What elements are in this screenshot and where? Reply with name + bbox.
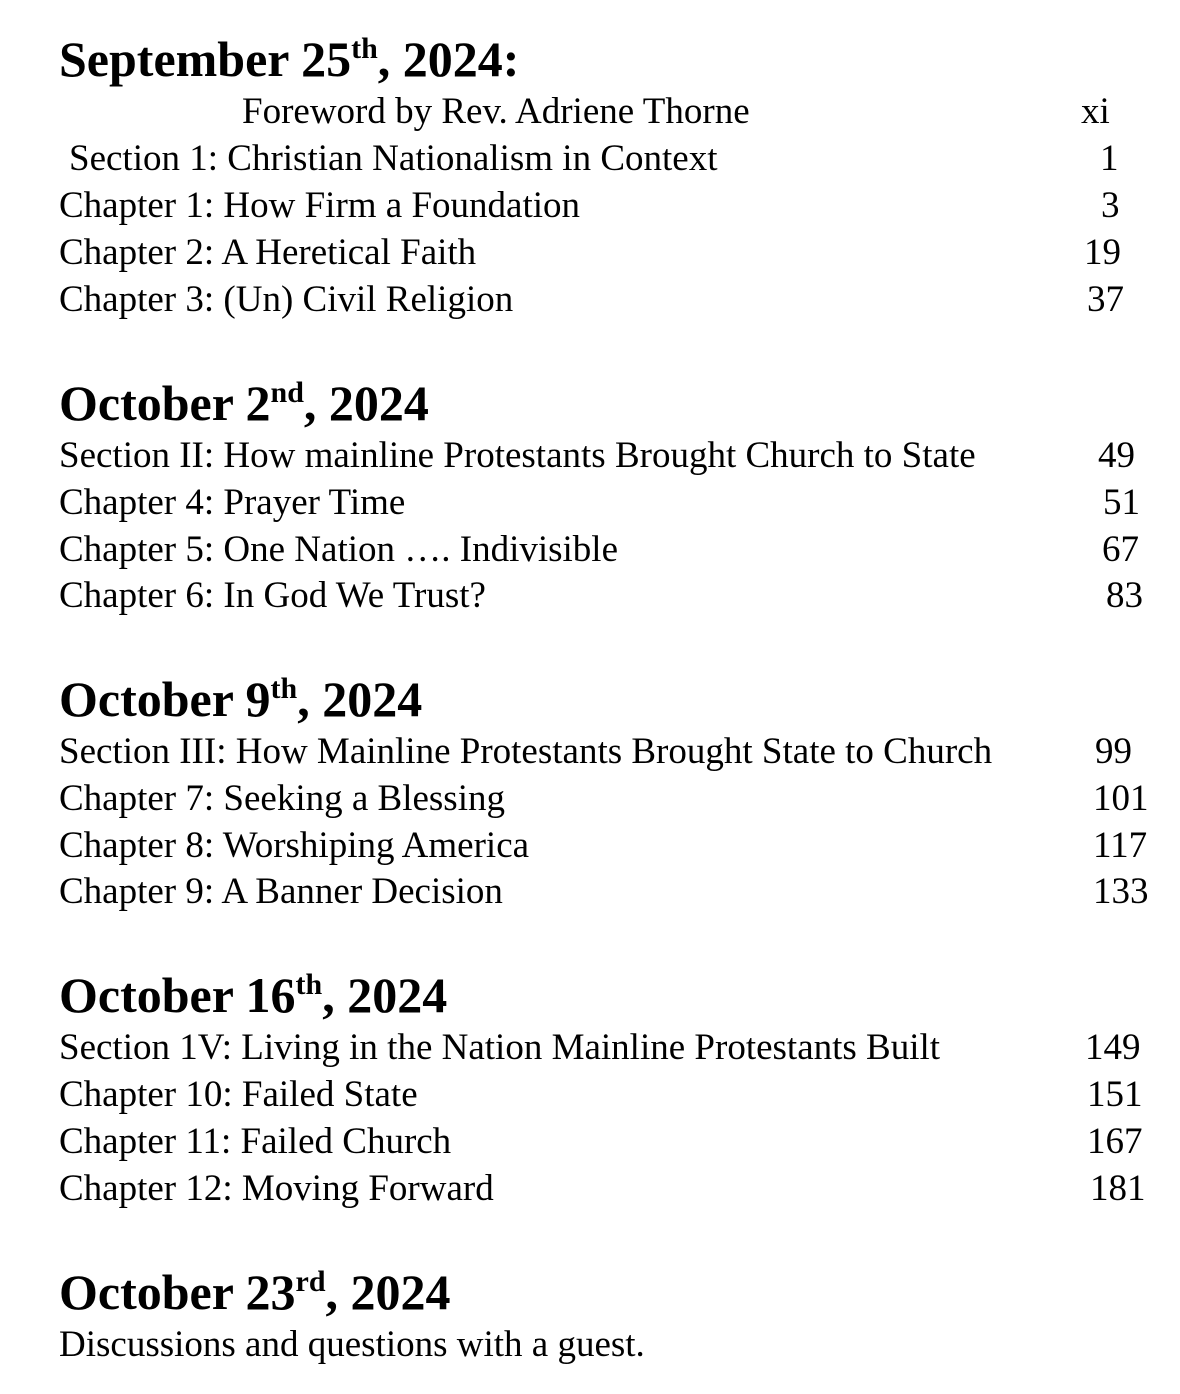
session-date-heading — [59, 967, 448, 1023]
toc-entry-title: Chapter 4: Prayer Time — [59, 482, 406, 523]
toc-entry-page: 67 — [1102, 529, 1139, 570]
toc-entry-title: Chapter 10: Failed State — [59, 1074, 418, 1115]
date-year: , 2024 — [297, 671, 423, 727]
date-ordinal-suffix: th — [295, 968, 323, 1001]
toc-entry-title: Chapter 1: How Firm a Foundation — [59, 185, 581, 226]
toc-entry-title: Chapter 12: Moving Forward — [59, 1168, 494, 1209]
toc-entry-title: Chapter 6: In God We Trust? — [59, 575, 486, 616]
toc-entry-page: 133 — [1093, 871, 1149, 912]
toc-entry-title: Foreword by Rev. Adriene Thorne — [242, 91, 750, 132]
toc-entry-title: Section 1V: Living in the Nation Mainline Protestants Built — [59, 1027, 941, 1068]
toc-entry-page: 181 — [1090, 1168, 1146, 1209]
toc-entry-page: 49 — [1098, 435, 1135, 476]
date-year: , 2024 — [303, 375, 429, 431]
date-year: , 2024: — [377, 31, 520, 87]
toc-entry-page: 117 — [1093, 825, 1148, 866]
session-date-heading — [59, 31, 520, 87]
toc-entry-page: 1 — [1100, 138, 1119, 179]
toc-entry-page: 37 — [1087, 279, 1124, 320]
toc-entry-title: Section III: How Mainline Protestants Brought State to Church — [59, 731, 993, 772]
date-main: October 16 — [59, 967, 296, 1023]
toc-entry-title: Section 1: Christian Nationalism in Context — [69, 138, 718, 179]
toc-entry-page: 151 — [1087, 1074, 1143, 1115]
toc-entry-title: Section II: How mainline Protestants Brought Church to State — [59, 435, 976, 476]
date-ordinal-suffix: rd — [295, 1265, 326, 1298]
toc-entry-page: 167 — [1087, 1121, 1143, 1162]
toc-entry-page: 101 — [1093, 778, 1149, 819]
date-year: , 2024 — [322, 967, 448, 1023]
toc-entry-page: xi — [1081, 91, 1110, 132]
toc-entry-page: 83 — [1106, 575, 1143, 616]
date-main: September 25 — [59, 31, 352, 87]
toc-entry-title: Chapter 7: Seeking a Blessing — [59, 778, 505, 819]
toc-entry-title: Chapter 9: A Banner Decision — [59, 871, 503, 912]
toc-entry-title: Chapter 3: (Un) Civil Religion — [59, 279, 514, 320]
session-date-heading — [59, 375, 429, 431]
date-main: October 2 — [59, 375, 271, 431]
toc-entry-page: 19 — [1084, 232, 1121, 273]
toc-entry-page: 149 — [1085, 1027, 1141, 1068]
toc-entry-title: Chapter 11: Failed Church — [59, 1121, 452, 1162]
toc-entry-title: Chapter 5: One Nation …. Indivisible — [59, 529, 619, 570]
date-main: October 23 — [59, 1264, 296, 1320]
date-main: October 9 — [59, 671, 271, 727]
toc-entry-page: 99 — [1095, 731, 1132, 772]
date-ordinal-suffix: th — [270, 672, 298, 705]
session-date-heading — [59, 671, 423, 727]
session-note: Discussions and questions with a guest. — [59, 1324, 645, 1365]
date-year: , 2024 — [325, 1264, 451, 1320]
date-ordinal-suffix: nd — [270, 376, 304, 409]
session-date-heading — [59, 1264, 451, 1320]
toc-entry-title: Chapter 2: A Heretical Faith — [59, 232, 477, 273]
toc-entry-title: Chapter 8: Worshiping America — [59, 825, 530, 866]
toc-entry-page: 3 — [1101, 185, 1120, 226]
toc-entry-page: 51 — [1103, 482, 1140, 523]
date-ordinal-suffix: th — [351, 32, 378, 65]
